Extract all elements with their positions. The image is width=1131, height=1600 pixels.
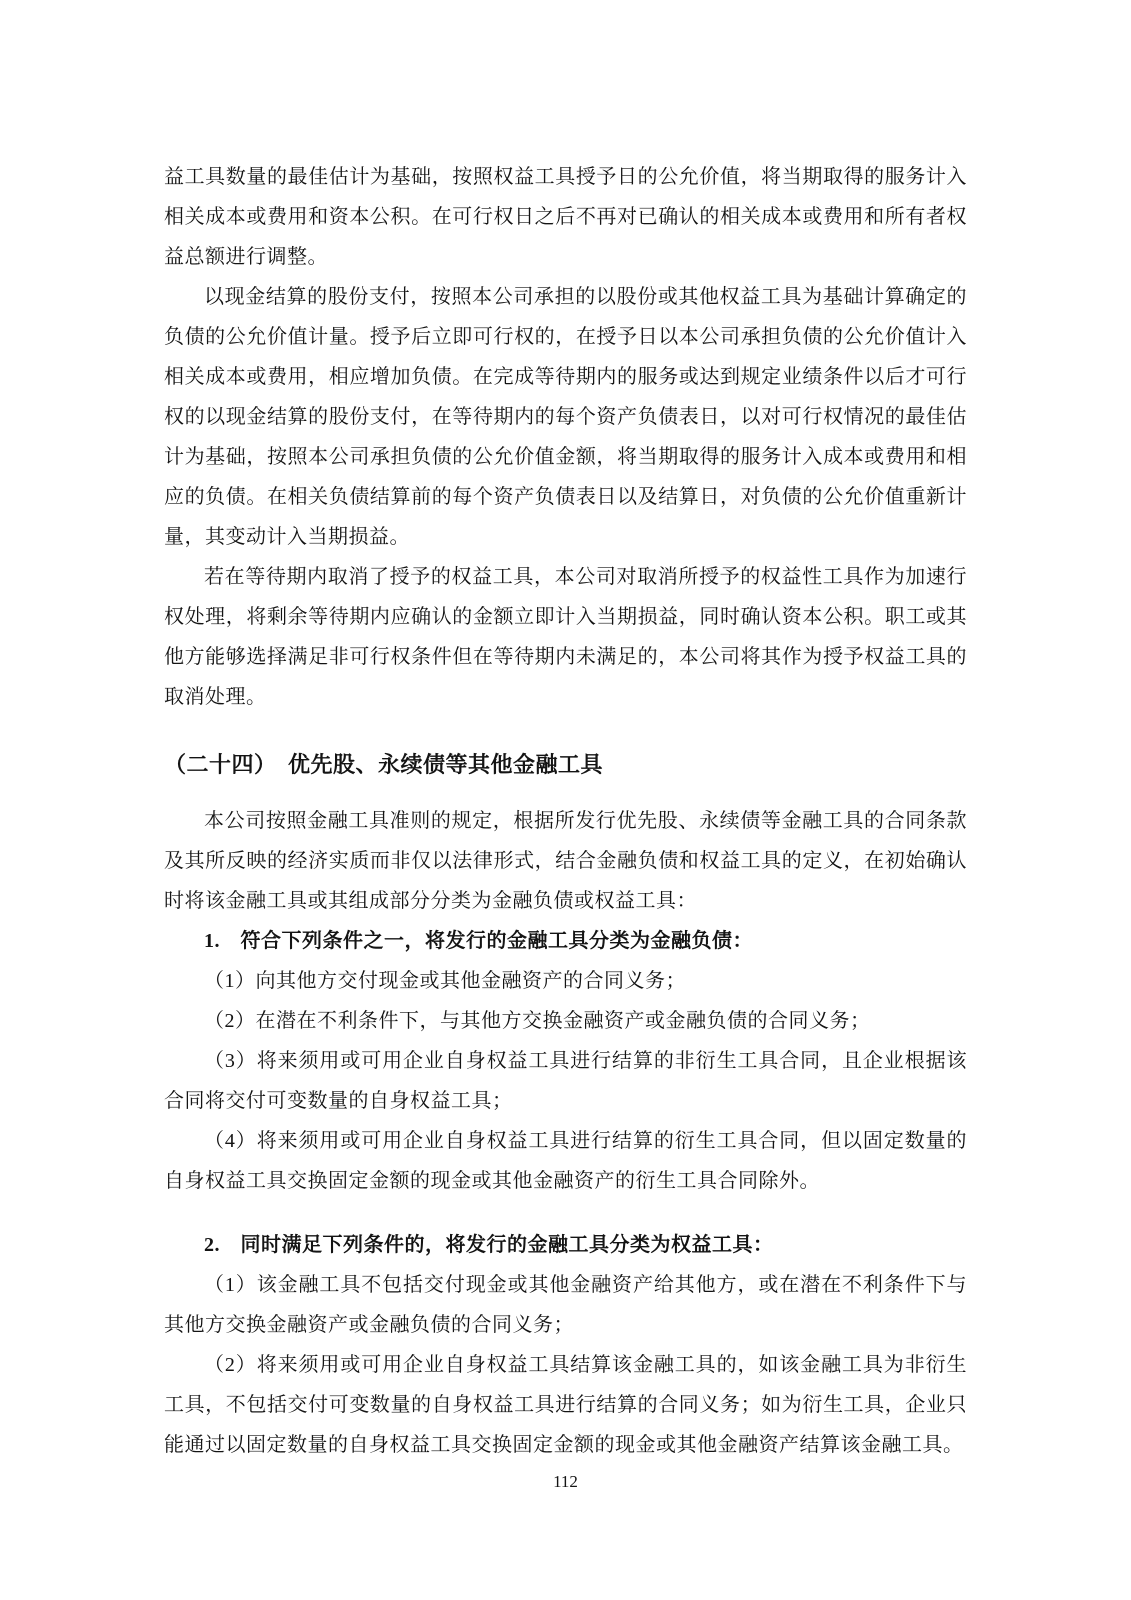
item-2-sub-1: （1）该金融工具不包括交付现金或其他金融资产给其他方，或在潜在不利条件下与其他方交换金融资产或金融负债的合同义务； [164, 1274, 967, 1336]
paragraph-equity-instruments-continuation: 益工具数量的最佳估计为基础，按照权益工具授予日的公允价值，将当期取得的服务计入相关成本或费用和资本公积。在可行权日之后不再对已确认的相关成本或费用和所有者权益总额进行调整。 [164, 166, 967, 268]
item-1-sub-4: （4）将来须用或可用企业自身权益工具进行结算的衍生工具合同，但以固定数量的自身权益工具交换固定金额的现金或其他金融资产的衍生工具合同除外。 [164, 1130, 967, 1192]
paragraph-cash-settled-share-payment: 以现金结算的股份支付，按照本公司承担的以股份或其他权益工具为基础计算确定的负债的公允价值计量。授予后立即可行权的，在授予日以本公司承担负债的公允价值计入相关成本或费用，相应增加负债。在完成等待期内的服务或达到规定业绩条件以后才可行权的以现金结算的股份支付，在等待期内的每个资产负债表日，以对可行权情况的最佳估计为基础，按照本公司承担负债的公允价值金额，将当期取得的服务计入成本或费用和相应的负债。在相关负债结算前的每个资产负债表日以及结算日，对负债的公允价值重新计量，其变动计入当期损益。 [164, 286, 967, 548]
item-1-sub-3: （3）将来须用或可用企业自身权益工具进行结算的非衍生工具合同，且企业根据该合同将交付可变数量的自身权益工具； [164, 1050, 967, 1112]
item-2-heading-equity-instrument: 2. 同时满足下列条件的，将发行的金融工具分类为权益工具： [204, 1234, 774, 1256]
item-1-heading-financial-liability: 1. 符合下列条件之一，将发行的金融工具分类为金融负债： [204, 930, 753, 952]
item-1-sub-2: （2）在潜在不利条件下，与其他方交换金融资产或金融负债的合同义务； [204, 1010, 871, 1032]
paragraph-classification-intro: 本公司按照金融工具准则的规定，根据所发行优先股、永续债等金融工具的合同条款及其所反映的经济实质而非仅以法律形式，结合金融负债和权益工具的定义，在初始确认时将该金融工具或其组成部分分类为金融负债或权益工具： [164, 810, 967, 912]
page-number: 112 [553, 1472, 578, 1491]
item-2-sub-2: （2）将来须用或可用企业自身权益工具结算该金融工具的，如该金融工具为非衍生工具，不包括交付可变数量的自身权益工具进行结算的合同义务；如为衍生工具，企业只能通过以固定数量的自身权益工具交换固定金额的现金或其他金融资产结算该金融工具。 [164, 1354, 967, 1456]
item-1-sub-1: （1）向其他方交付现金或其他金融资产的合同义务； [204, 970, 686, 992]
paragraph-cancellation-of-granted-equity: 若在等待期内取消了授予的权益工具，本公司对取消所授予的权益性工具作为加速行权处理，将剩余等待期内应确认的金额立即计入当期损益，同时确认资本公积。职工或其他方能够选择满足非可行权条件但在等待期内未满足的，本公司将其作为授予权益工具的取消处理。 [164, 566, 967, 708]
section-heading-24-other-financial-instruments: （二十四） 优先股、永续债等其他金融工具 [164, 752, 604, 777]
